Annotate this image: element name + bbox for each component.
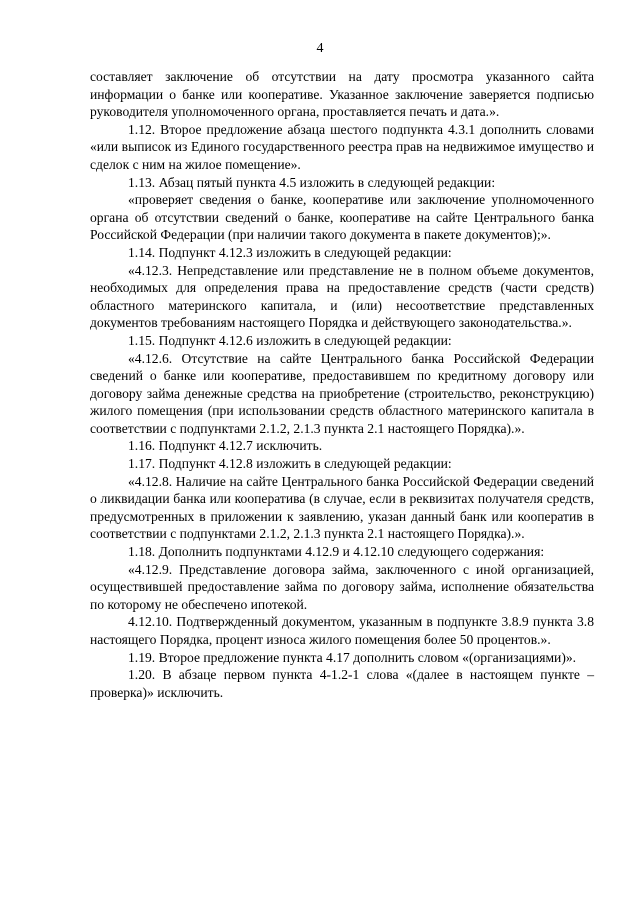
- paragraph: 1.14. Подпункт 4.12.3 изложить в следующей редакции:: [128, 244, 452, 260]
- paragraph: 1.13. Абзац пятый пункта 4.5 изложить в следующей редакции:: [128, 174, 496, 190]
- paragraph: 1.16. Подпункт 4.12.7 исключить.: [128, 438, 323, 454]
- paragraph: 1.19. Второе предложение пункта 4.17 дополнить словом «(организациями)».: [128, 649, 577, 665]
- paragraph: 1.17. Подпункт 4.12.8 изложить в следующей редакции:: [128, 456, 452, 472]
- paragraph: 4.12.10. Подтвержденный документом, указанным в подпункте 3.8.9 пункта 3.8 настоящего Порядка, процент износа жилого помещения более 50 процентов.».: [90, 614, 594, 647]
- paragraph: «4.12.9. Представление договора займа, заключенного с иной организацией, осуществившей предоставление займа по договору займа, исполнение обязательства по которому не обеспечено ипотекой.: [90, 561, 594, 612]
- paragraph: «проверяет сведения о банке, кооперативе или заключение уполномоченного органа об отсутствии сведений о банке, кооперативе на сайте Центрального банка Российской Федерации (при наличии такого документа в пакете документов);».: [90, 192, 594, 243]
- document-body: [90, 68, 594, 701]
- paragraph: 1.15. Подпункт 4.12.6 изложить в следующей редакции:: [128, 332, 452, 348]
- paragraph: 1.12. Второе предложение абзаца шестого подпункта 4.3.1 дополнить словами «или выписок из Единого государственного реестра прав на недвижимое имущество и сделок с ним на жилое помещение».: [90, 121, 594, 172]
- paragraph: «4.12.8. Наличие на сайте Центрального банка Российской Федерации сведений о ликвидации банка или кооператива (в случае, если в реквизитах получателя средств, предусмотренных в приложении к заявлению, указан данный банк или кооператив в соответствии с подпунктами 2.1.2, 2.1.3 пункта 2.1 настоящего Порядка).».: [90, 473, 594, 542]
- paragraph: 1.20. В абзаце первом пункта 4-1.2-1 слова «(далее в настоящем пункте – проверка)» исключить.: [90, 667, 594, 700]
- paragraph: 1.18. Дополнить подпунктами 4.12.9 и 4.12.10 следующего содержания:: [128, 544, 545, 560]
- page-number: 4: [316, 41, 324, 56]
- paragraph: составляет заключение об отсутствии на дату просмотра указанного сайта информации о банке или кооперативе. Указанное заключение заверяется подписью руководителя уполномоченного органа, проставляется печать и дата.».: [90, 69, 594, 120]
- paragraph: «4.12.6. Отсутствие на сайте Центрального банка Российской Федерации сведений о банке или кооперативе, предоставившем по кредитному договору или договору займа денежные средства на приобретение (строительство, реконструкцию) жилого помещения (при использовании средств областного материнского капитала в соответствии с подпунктами 2.1.2, 2.1.3 пункта 2.1 настоящего Порядка).».: [90, 350, 594, 436]
- paragraph: «4.12.3. Непредставление или представление не в полном объеме документов, необходимых для определения права на предоставление средств (части средств) областного материнского капитала, и (или) несоответствие представленных документов требованиям настоящего Порядка и действующего законодательства.».: [90, 262, 594, 331]
